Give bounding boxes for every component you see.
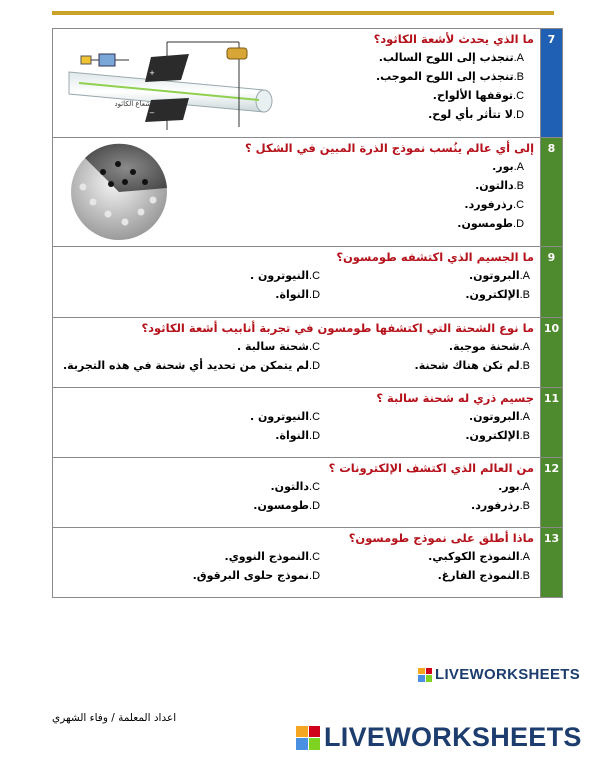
liveworksheets-logo-small xyxy=(418,666,580,683)
option-a[interactable]: A.تنجذب إلى اللوح السالب. xyxy=(378,51,525,64)
question-row-12 xyxy=(53,458,563,528)
option-c[interactable]: C.دالتون. xyxy=(270,480,321,493)
option-a[interactable]: A.بور. xyxy=(492,160,525,173)
option-a[interactable]: A.بور. xyxy=(498,480,531,493)
question-text: ما الذي يحدث لأشعة الكاثود؟ xyxy=(373,32,535,46)
question-body xyxy=(53,138,541,247)
question-number: 11 xyxy=(541,388,563,458)
question-number: 8 xyxy=(541,138,563,247)
question-number: 12 xyxy=(541,458,563,528)
question-number: 10 xyxy=(541,318,563,388)
option-d[interactable]: D.النواة. xyxy=(275,429,321,442)
option-b[interactable]: B.الإلكترون. xyxy=(465,429,531,442)
question-text: ماذا أطلق على نموذج طومسون؟ xyxy=(348,531,535,545)
plum-pudding-model-image xyxy=(63,142,175,242)
option-a[interactable]: A.شحنة موجبة. xyxy=(448,340,531,353)
option-d[interactable]: D.النواة. xyxy=(275,288,321,301)
question-number: 9 xyxy=(541,247,563,318)
question-row-9 xyxy=(53,247,563,318)
question-row-13 xyxy=(53,528,563,598)
logo-squares-icon xyxy=(296,726,320,750)
option-b[interactable]: B.لم تكن هناك شحنة. xyxy=(414,359,531,372)
option-d[interactable]: D.لا تتأثر بأي لوح. xyxy=(428,108,525,121)
question-number: 13 xyxy=(541,528,563,598)
question-text: ما نوع الشحنة التي اكتشفها طومسون في تجربة أنابيب أشعة الكاثود؟ xyxy=(141,321,535,335)
option-b[interactable]: B.النموذج الفارغ. xyxy=(437,569,531,582)
logo-squares-icon xyxy=(418,668,432,682)
question-body xyxy=(53,528,541,598)
cathode-ray-tube-image xyxy=(59,32,279,132)
option-c[interactable]: C.توقفها الألواح. xyxy=(432,89,525,102)
liveworksheets-logo-large xyxy=(296,722,582,753)
option-d[interactable]: D.طومسون. xyxy=(253,499,321,512)
question-table xyxy=(52,28,563,598)
option-d[interactable]: D.نموذج حلوى البرقوق. xyxy=(192,569,321,582)
option-a[interactable]: A.البروتون. xyxy=(468,269,531,282)
option-c[interactable]: C.رذرفورد. xyxy=(464,198,525,211)
option-c[interactable]: C.النيوترون . xyxy=(250,269,321,282)
question-text: ما الجسيم الذي اكتشفه طومسون؟ xyxy=(336,250,535,264)
question-text: جسيم ذري له شحنة سالبة ؟ xyxy=(376,391,535,405)
svg-text:+: + xyxy=(149,69,155,77)
option-c[interactable]: C.النموذج النووي. xyxy=(224,550,321,563)
option-d[interactable]: D.لم يتمكن من تحديد أي شحنة في هذه التجربة. xyxy=(63,359,321,372)
option-c[interactable]: C.النيوترون . xyxy=(250,410,321,423)
author-credit: اعداد المعلمة / وفاء الشهري xyxy=(52,712,177,724)
question-row-10 xyxy=(53,318,563,388)
figure-label: شعاع الكاثود xyxy=(114,100,151,108)
option-b[interactable]: B.رذرفورد. xyxy=(471,499,531,512)
question-body xyxy=(53,29,541,138)
svg-text:−: − xyxy=(149,109,155,117)
option-b[interactable]: B.الإلكترون. xyxy=(465,288,531,301)
question-number: 7 xyxy=(541,29,563,138)
top-gold-rule xyxy=(52,11,554,15)
question-row-8 xyxy=(53,138,563,247)
option-b[interactable]: B.تنجذب إلى اللوح الموجب. xyxy=(375,70,525,83)
brand-text: LIVEWORKSHEETS xyxy=(324,722,582,752)
option-c[interactable]: C.شحنة سالبة . xyxy=(237,340,321,353)
option-a[interactable]: A.البروتون. xyxy=(468,410,531,423)
option-a[interactable]: A.النموذج الكوكبي. xyxy=(428,550,531,563)
question-body xyxy=(53,388,541,458)
question-body xyxy=(53,318,541,388)
question-row-11 xyxy=(53,388,563,458)
question-text: من العالم الذي اكتشف الإلكترونات ؟ xyxy=(328,461,535,475)
question-body xyxy=(53,247,541,318)
option-b[interactable]: B.دالتون. xyxy=(475,179,525,192)
option-d[interactable]: D.طومسون. xyxy=(457,217,525,230)
question-row-7 xyxy=(53,29,563,138)
brand-text: LIVEWORKSHEETS xyxy=(435,666,581,683)
question-body xyxy=(53,458,541,528)
question-text: إلى أي عالم ينُسب نموذج الذرة المبين في الشكل ؟ xyxy=(245,141,535,155)
